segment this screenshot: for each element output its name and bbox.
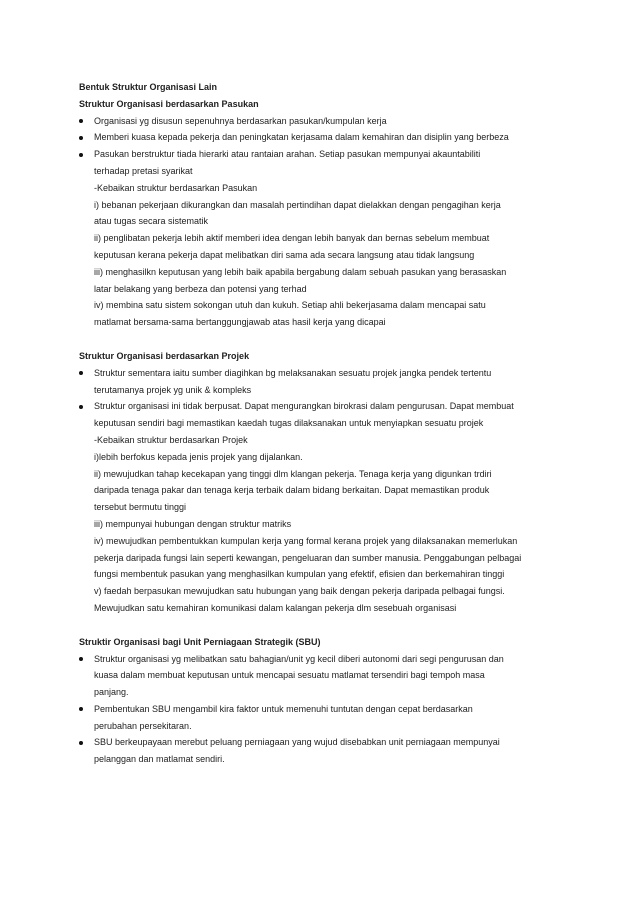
- text-line: Mewujudkan satu kemahiran komunikasi dalam kalangan pekerja dlm sesebuah organisasi: [94, 602, 457, 613]
- section-heading: Struktur Organisasi berdasarkan Projek: [79, 350, 250, 361]
- text-line: matlamat bersama-sama bertanggungjawab atas hasil kerja yang dicapai: [94, 317, 386, 328]
- text-line: iv) membina satu sistem sokongan utuh dan kukuh. Setiap ahli bekerjasama dalam mencapai satu: [94, 300, 486, 311]
- bullet-item: [79, 365, 598, 399]
- text-line: Memberi kuasa kepada pekerja dan peningkatan kerjasama dalam kemahiran dan disiplin yang berbeza: [94, 132, 509, 143]
- text-line: tersebut bermutu tinggi: [94, 502, 187, 513]
- text-line: keputusan sendiri bagi memastikan kaedah tugas dilaksanakan untuk menyiapkan sesuatu projek: [94, 418, 484, 429]
- bullet-list: [79, 365, 598, 617]
- section-heading: Struktur Organisasi berdasarkan Pasukan: [79, 98, 259, 109]
- text-line: fungsi membentuk pasukan yang menghasilkan kumpulan yang efektif, efisien dan berkemahiran tinggi: [94, 569, 505, 580]
- bullet-item: [79, 734, 598, 768]
- bullet-item: [79, 146, 598, 331]
- text-line: -Kebaikan struktur berdasarkan Pasukan: [94, 182, 258, 193]
- bullet-item: [79, 651, 598, 701]
- text-line: -Kebaikan struktur berdasarkan Projek: [94, 434, 248, 445]
- text-line: atau tugas secara sistematik: [94, 216, 209, 227]
- text-line: pelanggan dan matlamat sendiri.: [94, 754, 225, 765]
- bullet-item: [79, 701, 598, 735]
- section-heading: Struktir Organisasi bagi Unit Perniagaan Strategik (SBU): [79, 636, 321, 647]
- bullet-list: [79, 113, 598, 331]
- text-line: iii) mempunyai hubungan dengan struktur matriks: [94, 518, 292, 529]
- text-line: daripada tenaga pakar dan tenaga kerja terbaik dalam bidang berkaitan. Dapat memastikan produk: [94, 485, 490, 496]
- text-line: iii) menghasilkn keputusan yang lebih baik apabila bergabung dalam sebuah pasukan yang berasaskan: [94, 266, 507, 277]
- text-line: Organisasi yg disusun sepenuhnya berdasarkan pasukan/kumpulan kerja: [94, 115, 387, 126]
- text-line: i) bebanan pekerjaan dikurangkan dan masalah pertindihan dapat dielakkan dengan pengagihan kerja: [94, 199, 501, 210]
- text-line: i)lebih berfokus kepada jenis projek yang dijalankan.: [94, 451, 303, 462]
- text-line: Pembentukan SBU mengambil kira faktor untuk memenuhi tuntutan dengan cepat berdasarkan: [94, 703, 473, 714]
- section-projek: [79, 348, 598, 617]
- text-line: pekerja daripada fungsi lain seperti kewangan, pengeluaran dan sumber manusia. Penggabungan pelbagai: [94, 552, 522, 563]
- text-line: latar belakang yang berbeza dan potensi yang terhad: [94, 283, 307, 294]
- text-line: SBU berkeupayaan merebut peluang perniagaan yang wujud disebabkan unit perniagaan mempunyai: [94, 737, 500, 748]
- text-line: terutamanya projek yg unik & kompleks: [94, 384, 252, 395]
- section-sbu: [79, 634, 598, 768]
- text-line: Struktur organisasi ini tidak berpusat. Dapat mengurangkan birokrasi dalam pengurusan. Dapat membuat: [94, 401, 514, 412]
- text-line: ii) mewujudkan tahap kecekapan yang tinggi dlm klangan pekerja. Tenaga kerja yang digunkan trdiri: [94, 468, 492, 479]
- text-line: terhadap pretasi syarikat: [94, 165, 193, 176]
- text-line: Pasukan berstruktur tiada hierarki atau rantaian arahan. Setiap pasukan mempunyai akauntabiliti: [94, 149, 481, 160]
- text-line: Struktur sementara iaitu sumber diagihkan bg melaksanakan sesuatu projek jangka pendek tertentu: [94, 367, 492, 378]
- text-line: Struktur organisasi yg melibatkan satu bahagian/unit yg kecil diberi autonomi dari segi pengurusan dan: [94, 653, 504, 664]
- document-title: Bentuk Struktur Organisasi Lain: [79, 82, 218, 92]
- bullet-item: [79, 113, 598, 130]
- text-line: v) faedah berpasukan mewujudkan satu hubungan yang baik dengan pekerja daripada pelbagai fungsi.: [94, 586, 505, 597]
- bullet-list: [79, 651, 598, 769]
- text-line: keputusan kerana pekerja dapat melibatkan diri sama ada secara langsung atau tidak langsung: [94, 249, 475, 260]
- text-line: ii) penglibatan pekerja lebih aktif memberi idea dengan lebih banyak dan bernas sebelum membuat: [94, 233, 490, 244]
- text-line: panjang.: [94, 687, 129, 698]
- text-line: kuasa dalam membuat keputusan untuk mencapai sesuatu matlamat tersendiri bagi tempoh masa: [94, 670, 485, 681]
- bullet-item: [79, 129, 598, 146]
- section-pasukan: [79, 79, 598, 331]
- bullet-item: [79, 398, 598, 616]
- text-line: perubahan persekitaran.: [94, 720, 192, 731]
- text-line: iv) mewujudkan pembentukkan kumpulan kerja yang formal kerana projek yang dilaksanakan memerlukan: [94, 535, 518, 546]
